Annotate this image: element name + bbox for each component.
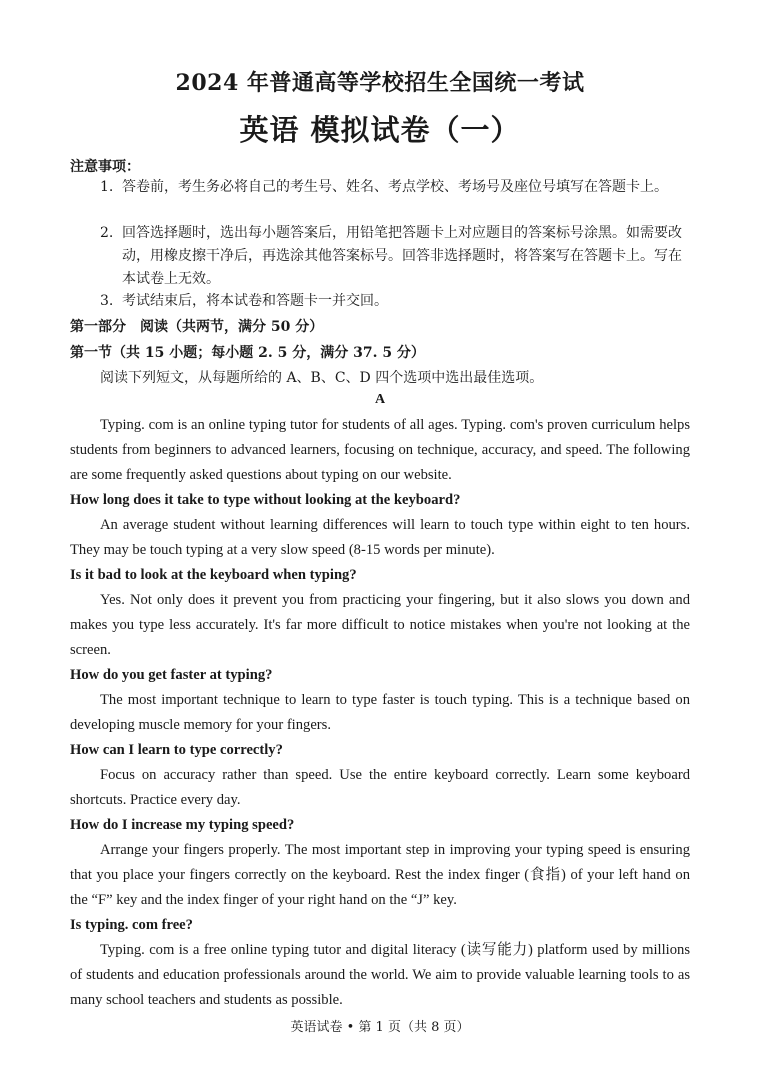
faq-question: How do I increase my typing speed? (70, 817, 295, 833)
notice-item (100, 176, 692, 199)
notice-item-number: 2. (100, 225, 114, 241)
faq-answer: An average student without learning differences will learn to touch type within eight to ten hours. They may be touch typing at a very slow speed (8-15 words per minute). (70, 517, 690, 558)
notice-item-text: 考试结束后，将本试卷和答题卡一并交回。 (122, 293, 388, 309)
notice-item-text: 答卷前，考生务必将自己的考生号、姓名、考点学校、考场号及座位号填写在答题卡上。 (122, 179, 668, 195)
notice-item (100, 290, 692, 313)
section-heading: 第一节（共 15 小题；每小题 2. 5 分，满分 37. 5 分） (70, 345, 425, 361)
passage-intro: Typing. com is an online typing tutor for students of all ages. Typing. com's proven curriculum helps students from beginners to advanced learners, focusing on technique, accuracy, and speed. The following are some frequently asked questions about typing on our website. (70, 417, 690, 483)
faq-question: Is it bad to look at the keyboard when typing? (70, 567, 357, 583)
part-heading: 第一部分 阅读（共两节，满分 50 分） (70, 319, 324, 335)
faq-question: Is typing. com free? (70, 917, 193, 933)
notice-heading: 注意事项： (70, 159, 140, 175)
faq-answer: Arrange your fingers properly. The most important step in improving your typing speed is ensuring that you place your fingers correctly on the keyboard. Rest the index finger (食指) of your left hand on the “F” key and the index finger of your right hand on the “J” key. (70, 842, 690, 908)
faq-question: How long does it take to type without looking at the keyboard? (70, 492, 461, 508)
faq-answer: The most important technique to learn to type faster is touch typing. This is a technique based on developing muscle memory for your fingers. (70, 692, 690, 733)
faq-answer: Yes. Not only does it prevent you from practicing your fingering, but it also slows you down and makes you type less accurately. It's far more difficult to notice mistakes when you're not looking at the screen. (70, 592, 690, 658)
notice-item-text: 回答选择题时，选出每小题答案后，用铅笔把答题卡上对应题目的答案标号涂黑。如需要改动，用橡皮擦干净后，再选涂其他答案标号。回答非选择题时，将答案写在答题卡上。写在本试卷上无效。 (122, 225, 682, 287)
exam-title: 2024 年普通高等学校招生全国统一考试 (175, 70, 585, 96)
notice-item-number: 3. (100, 293, 114, 309)
faq-answer: Typing. com is a free online typing tutor and digital literacy (读写能力) platform used by millions of students and education professionals around the world. We aim to provide valuable learning tools to as many school teachers and students as possible. (70, 942, 690, 1008)
page-footer: 英语试卷 • 第 1 页（共 8 页） (290, 1020, 470, 1035)
passage-label: A (374, 392, 386, 407)
instruction-text: 阅读下列短文，从每题所给的 A、B、C、D 四个选项中选出最佳选项。 (100, 370, 544, 386)
exam-subtitle: 英语 模拟试卷（一） (239, 113, 521, 147)
notice-item (100, 222, 692, 291)
notice-item-number: 1. (100, 179, 114, 195)
faq-question: How do you get faster at typing? (70, 667, 273, 683)
faq-answer: Focus on accuracy rather than speed. Use the entire keyboard correctly. Learn some keyboard shortcuts. Practice every day. (70, 767, 690, 808)
faq-question: How can I learn to type correctly? (70, 742, 283, 758)
